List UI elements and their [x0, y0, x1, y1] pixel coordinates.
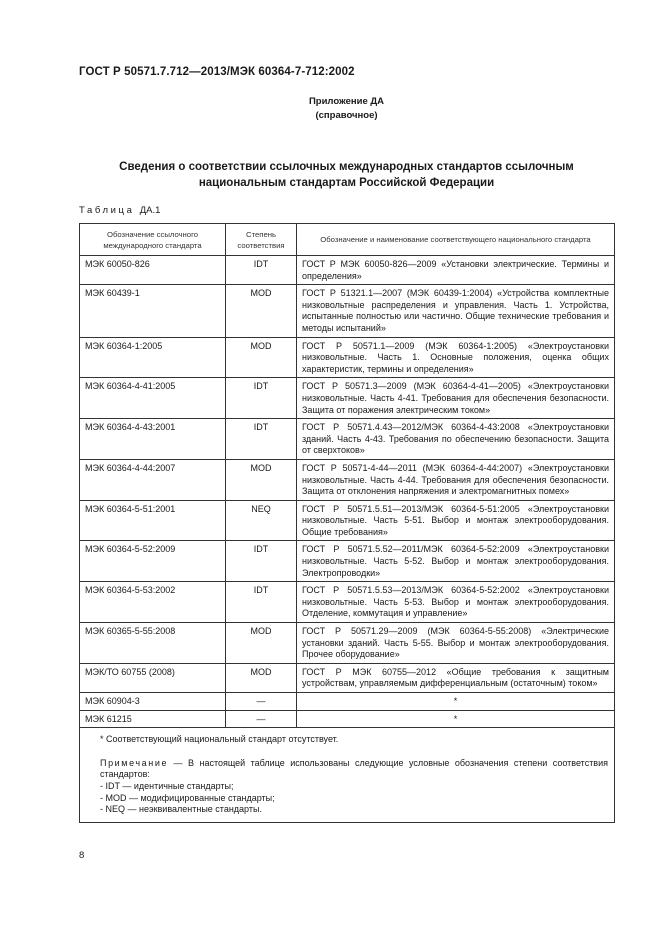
cell-degree: IDT [226, 541, 297, 582]
note [100, 758, 608, 781]
table-row [80, 582, 615, 623]
cell-degree: IDT [226, 582, 297, 623]
cell-intl-standard: МЭК 60904-3 [80, 693, 226, 711]
table-row [80, 710, 615, 728]
table-footer-row [80, 728, 615, 823]
note-item: - IDT — идентичные стандарты; [100, 780, 234, 791]
cell-national-standard: * [297, 710, 615, 728]
cell-intl-standard: МЭК 60364-4-43:2001 [80, 419, 226, 460]
table-label-prefix: Таблица [79, 205, 135, 216]
cell-degree: — [226, 710, 297, 728]
cell-national-standard: ГОСТ Р МЭК 60755—2012 «Общие требования к защитным устройствам, управляемым дифференциальным (остаточным) током» [297, 663, 615, 692]
table-row [80, 623, 615, 664]
cell-intl-standard: МЭК 60364-4-41:2005 [80, 378, 226, 419]
table-row [80, 256, 615, 285]
cell-national-standard: ГОСТ Р 50571.1—2009 (МЭК 60364-1:2005) «Электроустановки низковольтные. Часть 1. Основные положения, оценка общих характеристик, термины и определения» [297, 337, 615, 378]
standards-correspondence-table [79, 223, 615, 823]
cell-national-standard: ГОСТ Р 50571.5.53—2013/МЭК 60364-5-52:2002 «Электроустановки низковольтные. Часть 5-53. Выбор и монтаж электрооборудования. Отделение, коммутация и управление» [297, 582, 615, 623]
cell-national-standard: ГОСТ Р 50571.5.51—2013/МЭК 60364-5-51:2005 «Электроустановки низковольтные. Часть 5-51. Выбор и монтаж электрооборудования. Общие требования» [297, 500, 615, 541]
cell-degree: MOD [226, 459, 297, 500]
cell-intl-standard: МЭК 61215 [80, 710, 226, 728]
cell-intl-standard: МЭК 60364-5-51:2001 [80, 500, 226, 541]
table-row [80, 285, 615, 337]
appendix-subtitle: (справочное) [315, 110, 378, 121]
footnote: * Соответствующий национальный стандарт отсутствует. [100, 734, 339, 745]
cell-intl-standard: МЭК 60365-5-55:2008 [80, 623, 226, 664]
table-row [80, 541, 615, 582]
cell-intl-standard: МЭК 60364-5-52:2009 [80, 541, 226, 582]
header-intl-standard: Обозначение ссылочного международного стандарта [80, 224, 226, 256]
cell-national-standard: ГОСТ Р МЭК 60050-826—2009 «Установки электрические. Термины и определения» [297, 256, 615, 285]
note-item: - NEQ — неэквивалентные стандарты. [100, 804, 262, 815]
appendix-title: Приложение ДА [308, 96, 385, 107]
cell-national-standard: ГОСТ Р 50571.4.43—2012/МЭК 60364-4-43:2008 «Электроустановки зданий. Часть 4-43. Требования по обеспечению безопасности. Защита от сверхтоков» [297, 419, 615, 460]
cell-intl-standard: МЭК 60050-826 [80, 256, 226, 285]
cell-national-standard: ГОСТ Р 50571.5.52—2011/МЭК 60364-5-52:2009 «Электроустановки низковольтные. Часть 5-52. Выбор и монтаж электрооборудования. Электропроводки» [297, 541, 615, 582]
table-row [80, 459, 615, 500]
page-number: 8 [79, 850, 85, 861]
cell-national-standard: ГОСТ Р 50571.3—2009 (МЭК 60364-4-41—2005) «Электроустановки низковольтные. Часть 4-41. Требования для обеспечения безопасности. Защита от поражения электрическим током» [297, 378, 615, 419]
cell-intl-standard: МЭК 60364-4-44:2007 [80, 459, 226, 500]
note-text: — В настоящей таблице использованы следующие условные обозначения степени соответствия стандартов: [100, 757, 608, 780]
table-label [79, 205, 160, 216]
table-header-row [80, 224, 615, 256]
table-body [80, 256, 615, 728]
cell-degree: IDT [226, 378, 297, 419]
cell-intl-standard: МЭК 60364-1:2005 [80, 337, 226, 378]
table-label-number: ДА.1 [139, 205, 161, 216]
section-title: Сведения о соответствии ссылочных международных стандартов ссылочным национальным стандартам Российской Федерации [119, 161, 574, 189]
table-row [80, 419, 615, 460]
cell-degree: MOD [226, 663, 297, 692]
table-row [80, 337, 615, 378]
table-row [80, 378, 615, 419]
table-row [80, 500, 615, 541]
cell-degree: MOD [226, 285, 297, 337]
cell-degree: MOD [226, 623, 297, 664]
cell-national-standard: ГОСТ Р 50571.29—2009 (МЭК 60364-5-55:2008) «Электрические установки зданий. Часть 5-55. Выбор и монтаж электрооборудования. Прочее оборудование» [297, 623, 615, 664]
table-row [80, 693, 615, 711]
cell-national-standard: ГОСТ Р 50571-4-44—2011 (МЭК 60364-4-44:2007) «Электроустановки низковольтные. Часть 4-44. Требования для обеспечения безопасности. Защита от отклонения напряжения и электромагнитных помех» [297, 459, 615, 500]
table-row [80, 663, 615, 692]
cell-intl-standard: МЭК 60364-5-53:2002 [80, 582, 226, 623]
cell-degree: MOD [226, 337, 297, 378]
header-national-standard: Обозначение и наименование соответствующего национального стандарта [297, 224, 615, 256]
cell-intl-standard: МЭК 60439-1 [80, 285, 226, 337]
appendix-heading [0, 95, 661, 123]
document-code-header: ГОСТ Р 50571.7.712—2013/МЭК 60364-7-712:2002 [79, 66, 355, 78]
cell-degree: IDT [226, 256, 297, 285]
header-degree: Степень соответствия [226, 224, 297, 256]
note-item: - MOD — модифицированные стандарты; [100, 792, 275, 803]
note-label: Примечание [100, 757, 169, 768]
cell-degree: IDT [226, 419, 297, 460]
cell-degree: — [226, 693, 297, 711]
cell-national-standard: * [297, 693, 615, 711]
cell-intl-standard: МЭК/ТО 60755 (2008) [80, 663, 226, 692]
cell-national-standard: ГОСТ Р 51321.1—2007 (МЭК 60439-1:2004) «Устройства комплектные низковольтные распределения и управления. Часть 1. Устройства, испытанные полностью или частично. Общие технические требования и методы испытаний» [297, 285, 615, 337]
cell-degree: NEQ [226, 500, 297, 541]
table-footer-cell [80, 728, 615, 823]
